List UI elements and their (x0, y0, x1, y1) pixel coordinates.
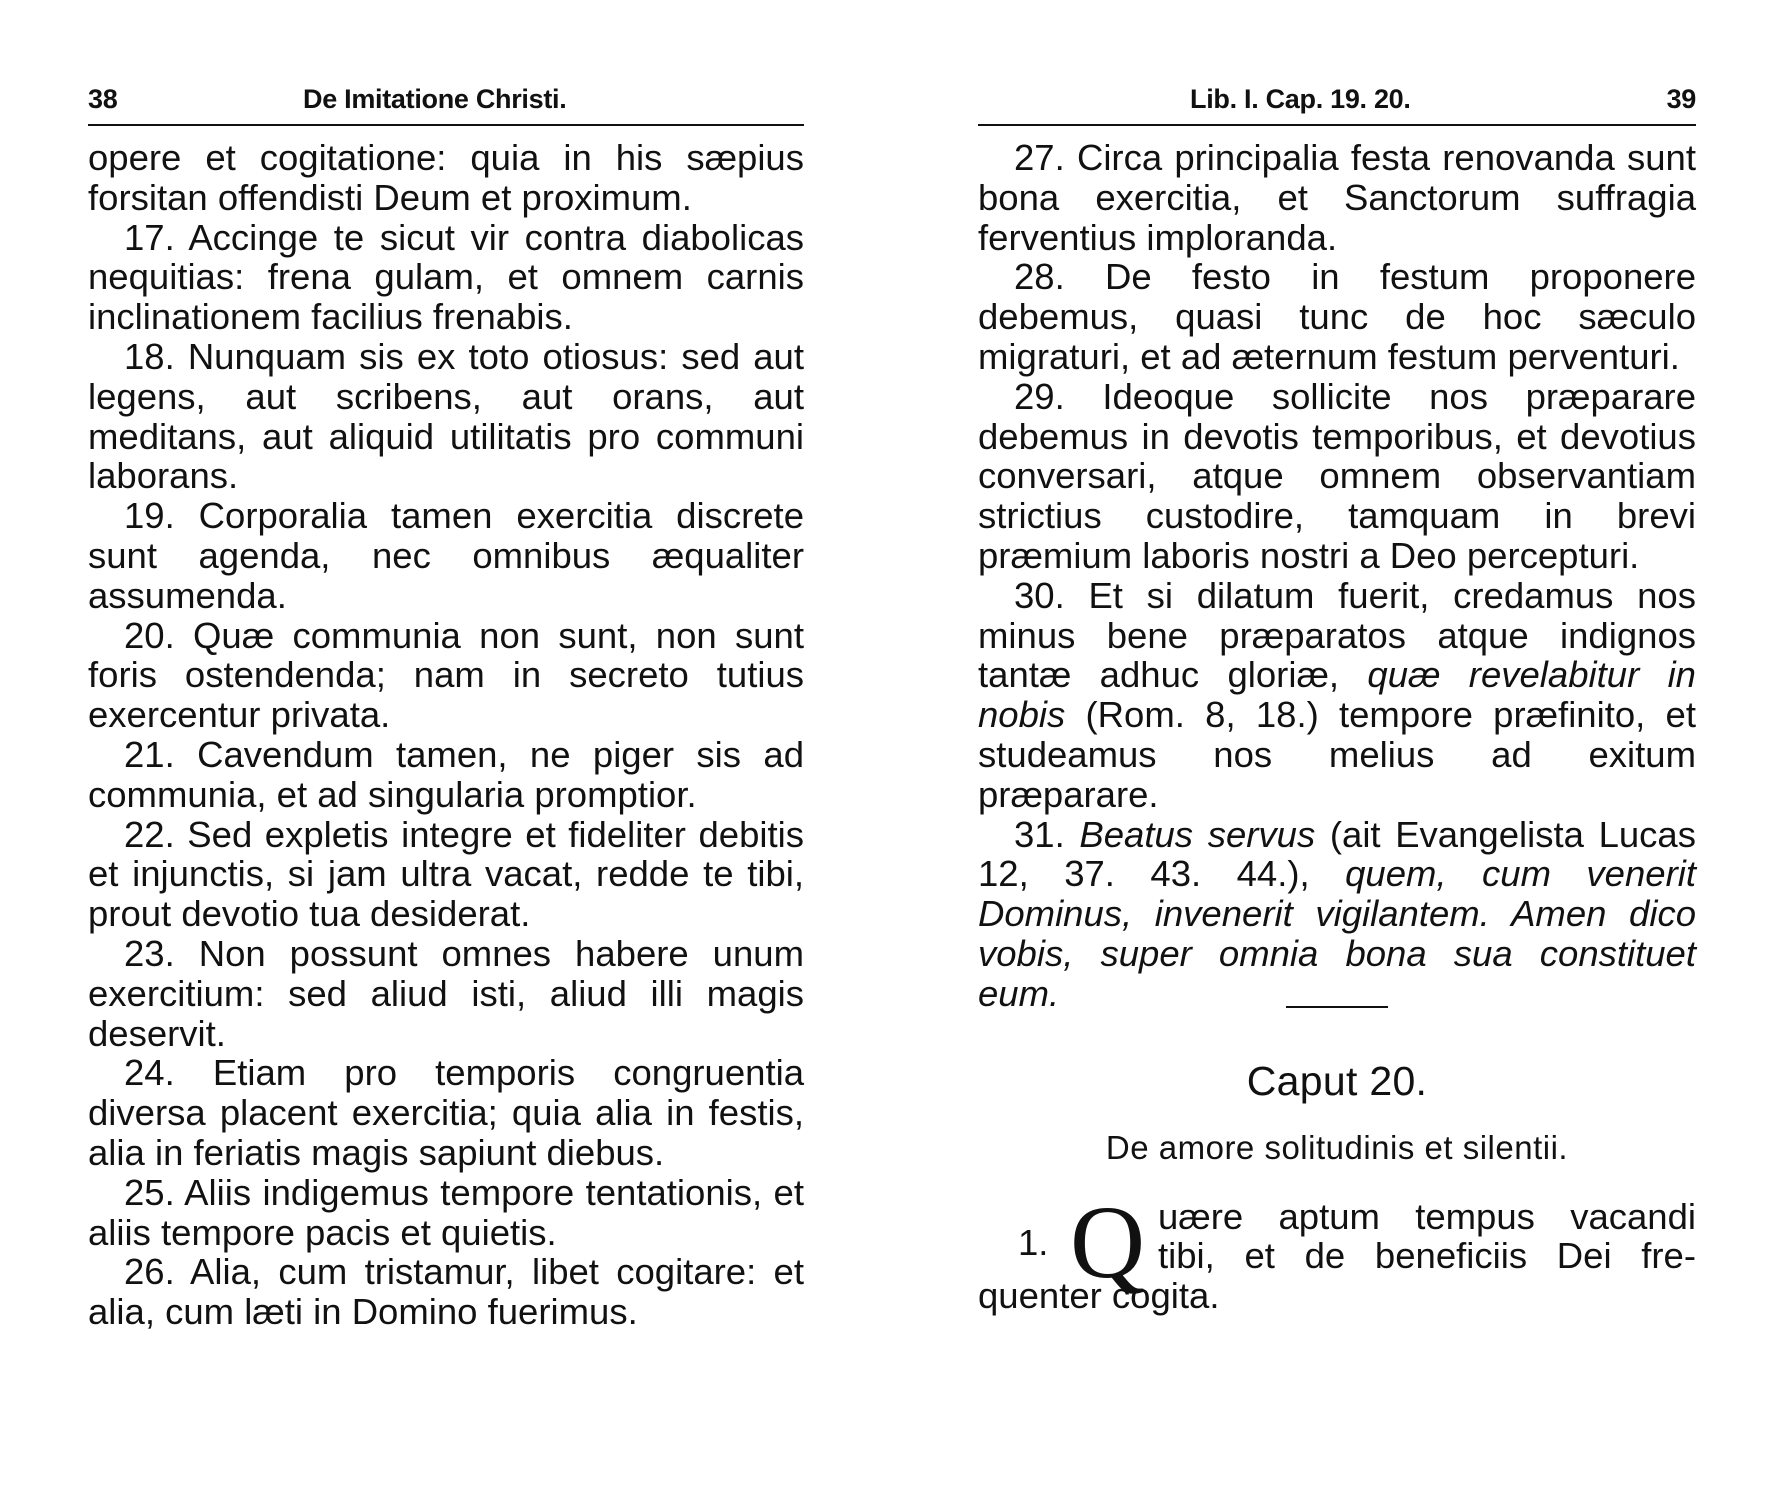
running-title: Lib. I. Cap. 19. 20. (1190, 84, 1411, 114)
running-title: De Imitatione Christi. (303, 84, 567, 114)
right-page (978, 0, 1696, 1316)
left-page (88, 0, 804, 1332)
text: (Rom. 8, 18.) tempore præfinito, et studeamus nos melius ad exitum præparare. (978, 694, 1696, 815)
verse-number: 31. (1014, 813, 1065, 855)
paragraph-30 (978, 576, 1696, 815)
chapter-first-paragraph (978, 1184, 1696, 1317)
paragraph: 18. Nunquam sis ex toto otiosus: sed aut legens, aut scribens, aut orans, aut meditans, aut aliquid utilitatis pro communi laborans. (88, 335, 804, 497)
text-line: uære aptum tempus vacandi (1158, 1195, 1696, 1237)
text: 30. Et si dilatum fuerit, credamus nos minus bene præparatos atque indignos tantæ adhuc gloriæ, (978, 574, 1696, 696)
header-rule (978, 124, 1696, 126)
paragraph: 29. Ideoque sollicite nos præparare debemus in devotis temporibus, et devotius conversari, atque omnem observantiam strictius custodire, tamquam in brevi præmium laboris nostri a Deo percepturi. (978, 375, 1696, 576)
paragraph: 22. Sed expletis integre et fideliter debitis et injunctis, si jam ultra vacat, redde te tibi, prout devotio tua desiderat. (88, 813, 804, 935)
paragraph: 23. Non possunt omnes habere unum exercitium: sed aliud isti, aliud illi magis deservit. (88, 932, 804, 1054)
page-body (88, 138, 804, 1332)
paragraph: opere et cogitatione: quia in his sæpius forsitan offendisti Deum et proximum. (88, 137, 804, 218)
running-head-left (88, 84, 804, 124)
paragraph: 20. Quæ communia non sunt, non sunt foris ostendenda; nam in secreto tutius exercentur privata. (88, 614, 804, 736)
paragraph: 27. Circa principalia festa renovanda sunt bona exercitia, et Sanctorum suffragia ferventius imploranda. (978, 137, 1696, 258)
chapter-heading: Caput 20. (1246, 1057, 1428, 1104)
paragraph: 19. Corporalia tamen exercitia discrete sunt agenda, nec omnibus æqualiter assumenda. (88, 495, 804, 616)
section-end-rule (1286, 1006, 1388, 1008)
page-number: 38 (88, 84, 118, 114)
paragraph: 24. Etiam pro temporis congruentia diversa placent exercitia; quia alia in festis, alia in feriatis magis sapiunt diebus. (88, 1052, 804, 1173)
header-rule (88, 124, 804, 126)
paragraph: 28. De festo in festum proponere debemus, quasi tunc de hoc sæculo migraturi, et ad æternum festum perventuri. (978, 256, 1696, 377)
paragraph: 26. Alia, cum tristamur, libet cogitare: et alia, cum læti in Domino fuerimus. (88, 1251, 804, 1333)
running-head-right (978, 84, 1696, 124)
verse-number: 1. (1018, 1221, 1049, 1263)
page-number: 39 (1666, 84, 1696, 114)
quotation: quæ revelabitur in nobis (978, 654, 1696, 736)
text-line: tibi, et de beneficiis Dei fre- (1158, 1235, 1696, 1277)
quotation: Beatus servus (1079, 813, 1316, 855)
page-body (978, 138, 1696, 1014)
paragraph: 17. Accinge te sicut vir contra diabolicas nequitias: frena gulam, et omnem carnis inclinationem facilius frenabis. (88, 216, 804, 338)
paragraph-31 (978, 815, 1696, 1014)
quotation: quem, cum venerit Dominus, invenerit vigilantem. Amen dico vobis, super omnia bona sua constituet eum. (978, 853, 1696, 1014)
paragraph: 25. Aliis indigemus tempore tentationis, et aliis tempore pacis et quietis. (88, 1171, 804, 1253)
chapter-subtitle: De amore solitudinis et silentii. (1105, 1128, 1569, 1166)
text-line: quenter cogita. (978, 1275, 1220, 1317)
drop-cap: Q (1070, 1184, 1146, 1300)
paragraph: 21. Cavendum tamen, ne piger sis ad communia, et ad singularia promptior. (88, 733, 804, 815)
text: (ait Evangelista Lucas 12, 37. 43. 44.), (978, 813, 1696, 895)
